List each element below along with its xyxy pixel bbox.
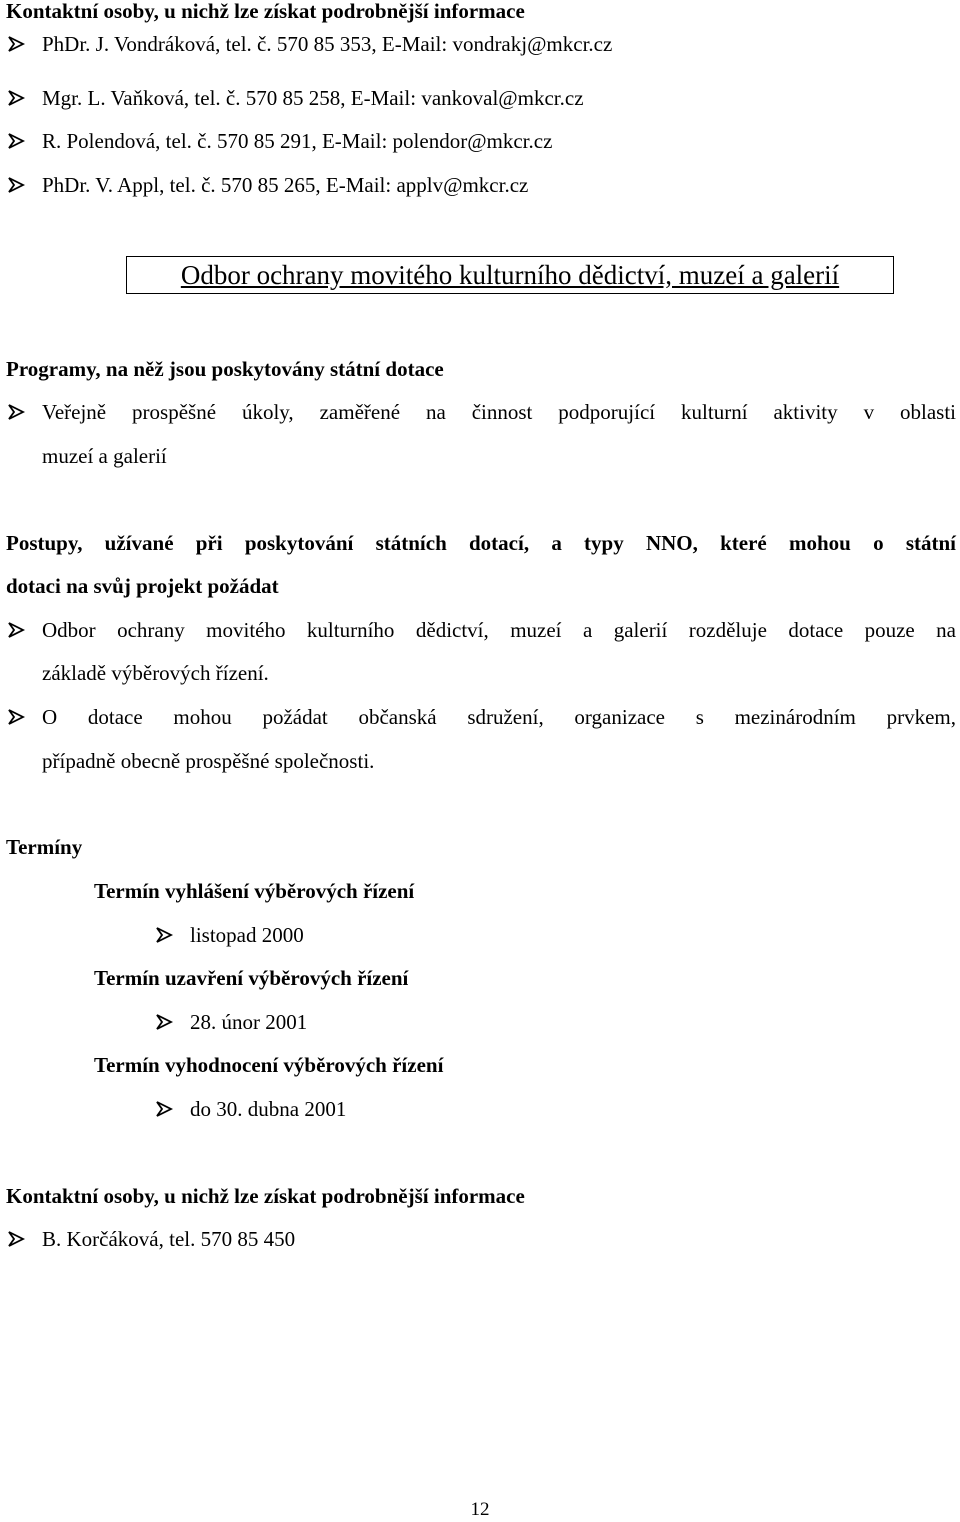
program-item-line: Veřejně prospěšné úkoly, zaměřené na činnost podporující kulturní aktivity v oblasti [42, 400, 956, 424]
contact-item: Mgr. L. Vaňková, tel. č. 570 85 258, E-Mail: vankoval@mkcr.cz [42, 86, 584, 110]
announce-label: Termín vyhlášení výběrových řízení [94, 879, 415, 903]
arrowhead-bullet-icon [154, 1099, 174, 1119]
arrowhead-bullet-icon [6, 402, 26, 422]
arrowhead-bullet-icon [6, 131, 26, 151]
procedures-heading-cont: dotaci na svůj projekt požádat [6, 574, 279, 598]
arrowhead-bullet-icon [6, 34, 26, 54]
contacts-heading: Kontaktní osoby, u nichž lze získat podrobnější informace [6, 0, 525, 23]
arrowhead-bullet-icon [154, 1012, 174, 1032]
contact-item: R. Polendová, tel. č. 570 85 291, E-Mail: polendor@mkcr.cz [42, 129, 553, 153]
arrowhead-bullet-icon [154, 925, 174, 945]
contact-item: PhDr. V. Appl, tel. č. 570 85 265, E-Mail: applv@mkcr.cz [42, 173, 529, 197]
procedure-item-line: základě výběrových řízení. [42, 661, 269, 685]
arrowhead-bullet-icon [6, 88, 26, 108]
procedures-heading: Postupy, užívané při poskytování státních dotací, a typy NNO, které mohou o státní [6, 531, 956, 555]
page-number: 12 [470, 1499, 490, 1520]
arrowhead-bullet-icon [6, 175, 26, 195]
arrowhead-bullet-icon [6, 620, 26, 640]
deadlines-heading: Termíny [6, 835, 83, 859]
eval-value: do 30. dubna 2001 [190, 1097, 347, 1121]
programs-heading: Programy, na něž jsou poskytovány státní dotace [6, 357, 444, 381]
program-item-line: muzeí a galerií [42, 444, 167, 468]
procedure-item-line: Odbor ochrany movitého kulturního dědictví, muzeí a galerií rozděluje dotace pouze na [42, 618, 956, 642]
arrowhead-bullet-icon [6, 1229, 26, 1249]
contact-item: B. Korčáková, tel. 570 85 450 [42, 1227, 296, 1251]
contacts-heading: Kontaktní osoby, u nichž lze získat podrobnější informace [6, 1184, 525, 1208]
close-label: Termín uzavření výběrových řízení [94, 966, 409, 990]
procedure-item-line: O dotace mohou požádat občanská sdružení, organizace s mezinárodním prvkem, [42, 705, 956, 729]
department-title: Odbor ochrany movitého kulturního dědictví, muzeí a galerií [126, 256, 894, 294]
contact-item: PhDr. J. Vondráková, tel. č. 570 85 353, E-Mail: vondrakj@mkcr.cz [42, 32, 613, 56]
close-value: 28. únor 2001 [190, 1010, 308, 1034]
arrowhead-bullet-icon [6, 707, 26, 727]
announce-value: listopad 2000 [190, 923, 304, 947]
procedure-item-line: případně obecně prospěšné společnosti. [42, 749, 375, 773]
eval-label: Termín vyhodnocení výběrových řízení [94, 1053, 444, 1077]
